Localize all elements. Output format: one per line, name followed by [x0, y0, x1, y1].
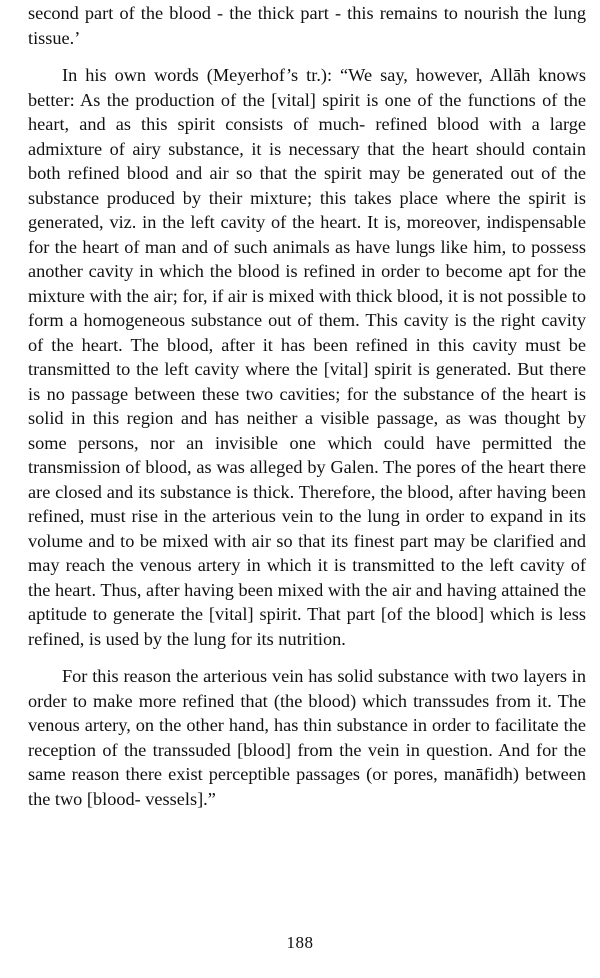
body-text — [28, 1, 586, 811]
paragraph-continuation: second part of the blood - the thick part - this remains to nourish the lung tissue.’ — [28, 3, 586, 48]
paragraph-conclusion: For this reason the arterious vein has solid substance with two layers in order to make more refined that (the blood) which transsudes from it. The venous artery, on the other hand, has thin substance in order to facilitate the reception of the transsuded [blood] from the vein in question. And for the same reason there exist perceptible passages (or pores, manāfidh) between the two [blood- vessels].” — [28, 666, 586, 809]
paragraph-quotation: In his own words (Meyerhof’s tr.): “We say, however, Allāh knows better: As the production of the [vital] spirit is one of the functions of the heart, and as this spirit consists of much- refined blood with a large admixture of airy substance, it is necessary that the heart should contain both refined blood and air so that the spirit may be generated out of the substance produced by their mixture; this takes place where the spirit is generated, viz. in the left cavity of the heart. It is, moreover, indispensable for the heart of man and of such animals as have lungs like him, to possess another cavity in which the blood is refined in order to become apt for the mixture with the air; for, if air is mixed with thick blood, it is not possible to form a homogeneous substance out of them. This cavity is the right cavity of the heart. The blood, after it has been refined in this cavity must be transmitted to the left cavity where the [vital] spirit is generated. But there is no passage between these two cavities; for the substance of the heart is solid in this region and has neither a visible passage, as was thought by some persons, nor an invisible one which could have permitted the transmission of blood, as was alleged by Galen. The pores of the heart there are closed and its substance is thick. Therefore, the blood, after having been refined, must rise in the arterious vein to the lung in order to expand in its volume and to be mixed with air so that its finest part may be clarified and may reach the venous artery in which it is transmitted to the left cavity of the heart. Thus, after having been mixed with the air and having attained the aptitude to generate the [vital] spirit. That part [of the blood] which is less refined, is used by the lung for its nutrition. — [28, 65, 586, 649]
page-number: 188 — [286, 933, 314, 952]
